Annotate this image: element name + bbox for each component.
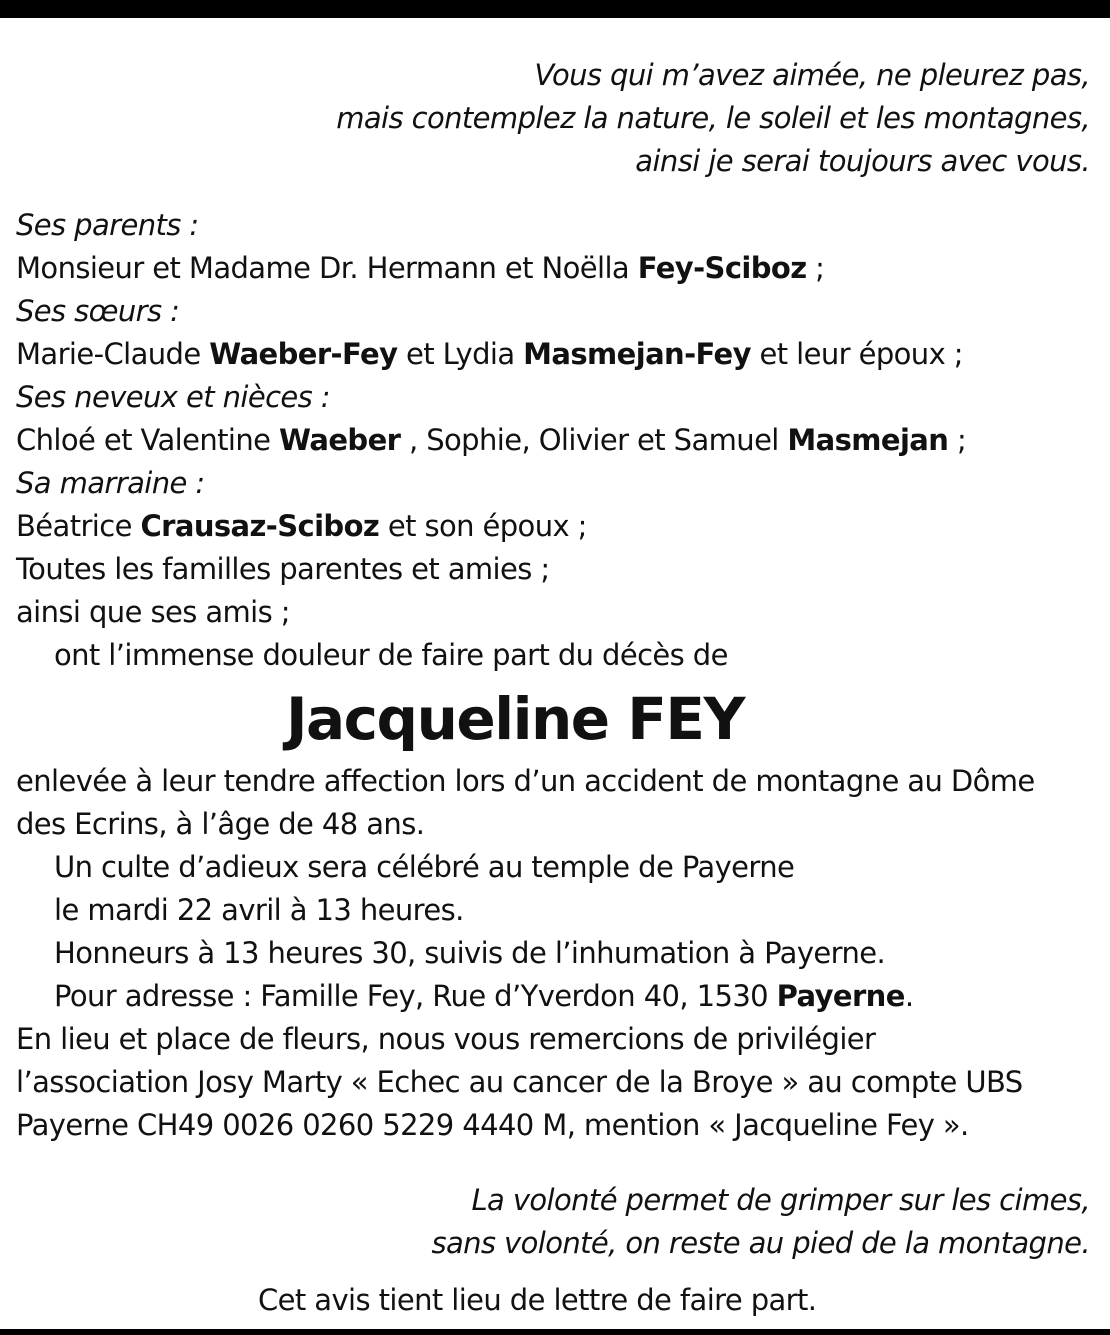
parents-line: Monsieur et Madame Dr. Hermann et Noëlla Fey-Sciboz ; (16, 251, 825, 285)
address-city: Payerne (776, 979, 905, 1013)
nephews-line: Chloé et Valentine Waeber , Sophie, Olivier et Samuel Masmejan ; (16, 423, 967, 457)
sisters-label: Ses sœurs : (16, 294, 180, 328)
service-line-1: Un culte d’adieux sera célébré au temple de Payerne (54, 850, 795, 884)
bottom-border-rule (0, 1329, 1110, 1335)
top-border-rule (0, 0, 1110, 18)
friends-line: ainsi que ses amis ; (16, 595, 290, 629)
nephews-name-2: Masmejan (787, 423, 949, 457)
details-line-1: enlevée à leur tendre affection lors d’un accident de montagne au Dôme (16, 764, 1035, 798)
families-line: Toutes les familles parentes et amies ; (16, 552, 550, 586)
sisters-line: Marie-Claude Waeber-Fey et Lydia Masmejan-Fey et leur époux ; (16, 337, 963, 371)
sister-name-1: Waeber-Fey (209, 337, 398, 371)
godmother-label: Sa marraine : (16, 466, 205, 500)
announce-line: ont l’immense douleur de faire part du décès de (54, 638, 728, 672)
footer-note: Cet avis tient lieu de lettre de faire part. (258, 1283, 817, 1317)
epigraph-top-line-2: mais contemplez la nature, le soleil et les montagnes, (336, 101, 1090, 135)
honors-line: Honneurs à 13 heures 30, suivis de l’inhumation à Payerne. (54, 936, 886, 970)
nephews-label: Ses neveux et nièces : (16, 380, 330, 414)
address-line: Pour adresse : Famille Fey, Rue d’Yverdon 40, 1530 Payerne. (54, 979, 914, 1013)
epigraph-top-line-1: Vous qui m’avez aimée, ne pleurez pas, (534, 58, 1090, 92)
service-line-2: le mardi 22 avril à 13 heures. (54, 893, 464, 927)
flowers-line-3: Payerne CH49 0026 0260 5229 4440 M, mention « Jacqueline Fey ». (16, 1108, 969, 1142)
godmother-name: Crausaz-Sciboz (140, 509, 380, 543)
godmother-line: Béatrice Crausaz-Sciboz et son époux ; (16, 509, 587, 543)
parents-label: Ses parents : (16, 208, 199, 242)
flowers-line-2: l’association Josy Marty « Echec au cancer de la Broye » au compte UBS (16, 1065, 1023, 1099)
epigraph-bottom-line-1: La volonté permet de grimper sur les cimes, (471, 1183, 1090, 1217)
epigraph-bottom-line-2: sans volonté, on reste au pied de la montagne. (431, 1226, 1090, 1260)
flowers-line-1: En lieu et place de fleurs, nous vous remercions de privilégier (16, 1022, 876, 1056)
details-line-2: des Ecrins, à l’âge de 48 ans. (16, 807, 425, 841)
epigraph-top-line-3: ainsi je serai toujours avec vous. (635, 144, 1090, 178)
sister-name-2: Masmejan-Fey (523, 337, 751, 371)
nephews-name-1: Waeber (279, 423, 401, 457)
parents-name: Fey-Sciboz (637, 251, 807, 285)
deceased-name: Jacqueline FEY (285, 685, 745, 753)
